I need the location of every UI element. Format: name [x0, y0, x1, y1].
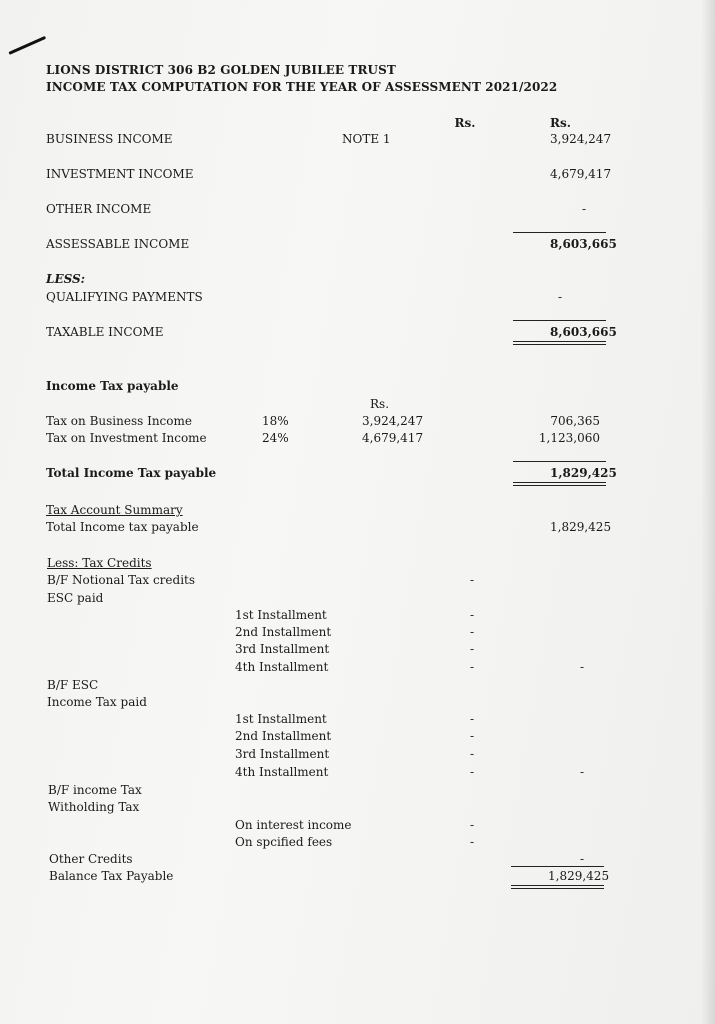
income-tax-payable-heading: Income Tax payable [46, 379, 179, 393]
esc-paid-label: ESC paid [47, 591, 104, 605]
total-tax-rule-double-2 [513, 485, 606, 486]
esc-installment-label: 3rd Installment [235, 642, 330, 656]
esc-installment-value: - [470, 642, 475, 656]
pen-mark [8, 36, 46, 55]
it-installment-label: 2nd Installment [235, 729, 332, 743]
assessable-income-value: 8,603,665 [550, 237, 617, 251]
business-income-note: NOTE 1 [342, 132, 391, 146]
tax-business-rate: 18% [262, 414, 289, 428]
it-installment-value: - [470, 729, 475, 743]
withholding-tax-label: Witholding Tax [48, 800, 140, 814]
less-label: LESS: [46, 272, 86, 286]
tax-investment-rate: 24% [262, 431, 289, 445]
balance-rule-double-2 [511, 888, 604, 889]
tax-investment-base: 4,679,417 [362, 431, 424, 445]
qualifying-payments-label: QUALIFYING PAYMENTS [46, 290, 203, 304]
income-tax-paid-label: Income Tax paid [47, 695, 147, 709]
taxable-rule-double-1 [513, 341, 606, 342]
it-installment-value: - [470, 747, 475, 761]
esc-installment-label: 1st Installment [235, 608, 327, 622]
total-tax-label: Total Income Tax payable [46, 466, 217, 480]
other-credits-value: - [580, 852, 585, 866]
business-income-label: BUSINESS INCOME [46, 132, 173, 146]
esc-installment-value: - [470, 660, 475, 674]
it-installment-value: - [470, 765, 475, 779]
balance-rule-double-1 [511, 885, 604, 886]
bf-notional-label: B/F Notional Tax credits [47, 573, 196, 587]
summary-total-label: Total Income tax payable [46, 520, 199, 534]
taxable-rule-double-2 [513, 344, 606, 345]
tax-business-amount: 706,365 [550, 414, 600, 428]
it-total-value: - [580, 765, 585, 779]
investment-income-label: INVESTMENT INCOME [46, 167, 194, 181]
it-installment-label: 3rd Installment [235, 747, 330, 761]
tax-investment-label: Tax on Investment Income [46, 431, 207, 445]
taxable-rule-top [513, 320, 606, 321]
wht-item-label: On spcified fees [235, 835, 333, 849]
esc-installment-label: 4th Installment [235, 660, 329, 674]
other-credits-label: Other Credits [49, 852, 133, 866]
document-title: LIONS DISTRICT 306 B2 GOLDEN JUBILEE TRUST [46, 63, 396, 77]
balance-tax-payable-label: Balance Tax Payable [49, 869, 174, 883]
column-header-rs-right: Rs. [550, 116, 571, 130]
page-edge-shadow [701, 0, 715, 1024]
total-tax-value: 1,829,425 [550, 466, 617, 480]
tax-account-summary-heading: Tax Account Summary [46, 503, 183, 517]
business-income-value: 3,924,247 [550, 132, 612, 146]
column-header-rs-mid: Rs. [454, 116, 476, 130]
wht-item-value: - [470, 835, 475, 849]
assessable-rule [513, 232, 606, 233]
it-installment-label: 4th Installment [235, 765, 329, 779]
esc-installment-value: - [470, 625, 475, 639]
document-subtitle: INCOME TAX COMPUTATION FOR THE YEAR OF ASSESSMENT 2021/2022 [46, 80, 558, 94]
assessable-income-label: ASSESSABLE INCOME [46, 237, 190, 251]
tax-business-label: Tax on Business Income [46, 414, 192, 428]
esc-installment-value: - [470, 608, 475, 622]
balance-rule-top [511, 866, 604, 867]
tax-rs-label: Rs. [370, 397, 390, 411]
bf-notional-value: - [470, 573, 475, 587]
wht-item-label: On interest income [235, 818, 352, 832]
summary-total-value: 1,829,425 [550, 520, 612, 534]
other-income-value: - [582, 202, 587, 216]
tax-business-base: 3,924,247 [362, 414, 424, 428]
wht-item-value: - [470, 818, 475, 832]
esc-installment-label: 2nd Installment [235, 625, 332, 639]
other-income-label: OTHER INCOME [46, 202, 152, 216]
it-installment-value: - [470, 712, 475, 726]
qualifying-payments-value: - [558, 290, 563, 304]
it-installment-label: 1st Installment [235, 712, 327, 726]
esc-total-value: - [580, 660, 585, 674]
total-tax-rule-double-1 [513, 482, 606, 483]
taxable-income-value: 8,603,665 [550, 325, 617, 339]
balance-tax-payable-value: 1,829,425 [548, 869, 610, 883]
taxable-income-label: TAXABLE INCOME [46, 325, 164, 339]
investment-income-value: 4,679,417 [550, 167, 612, 181]
total-tax-rule-top [513, 461, 606, 462]
tax-investment-amount: 1,123,060 [538, 431, 600, 445]
less-tax-credits-label: Less: Tax Credits [47, 556, 152, 570]
bf-esc-label: B/F ESC [47, 678, 99, 692]
bf-income-tax-label: B/F income Tax [48, 783, 142, 797]
